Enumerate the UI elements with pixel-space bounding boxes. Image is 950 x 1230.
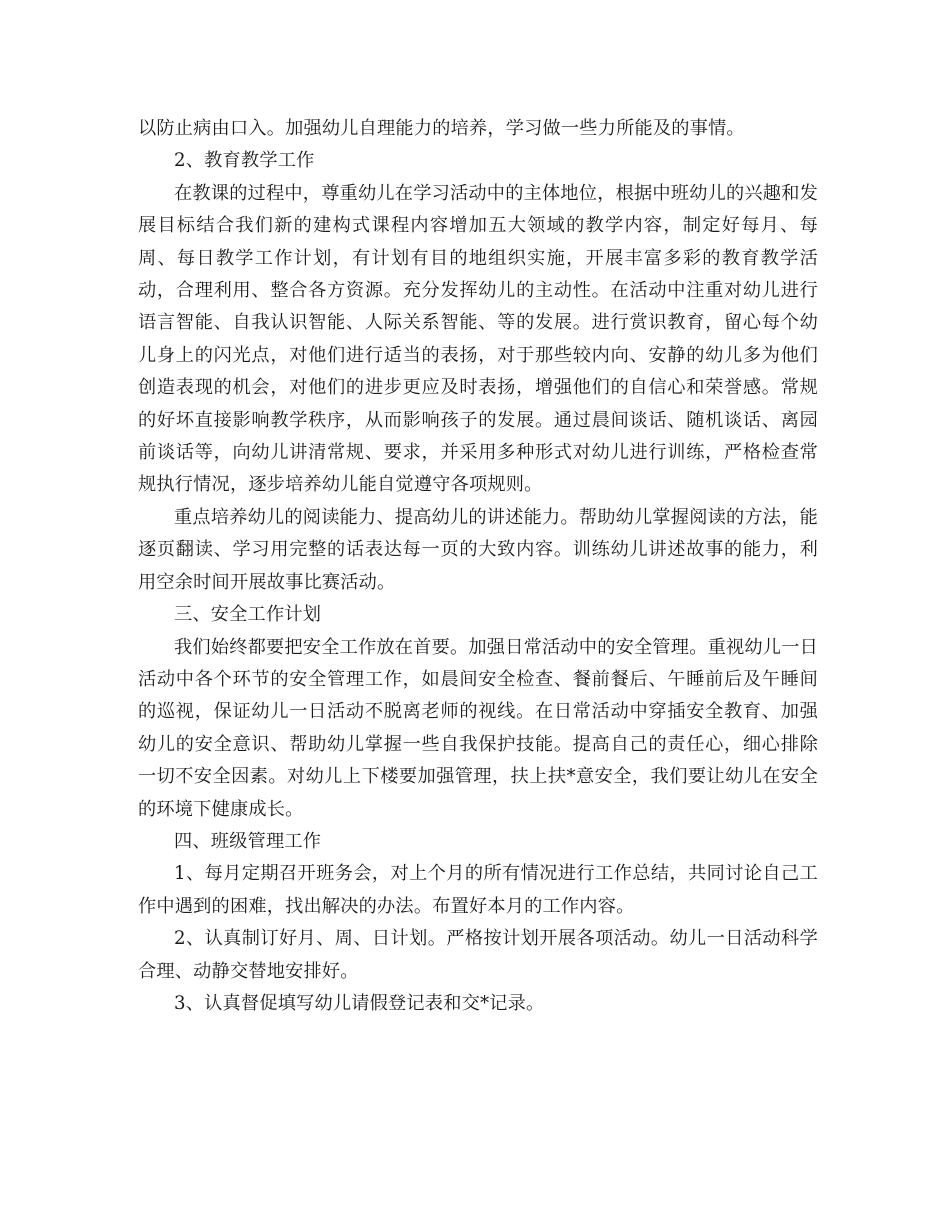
document-page	[138, 113, 818, 1020]
heading-safety-plan: 三、安全工作计划	[174, 604, 322, 626]
list-item-management-1: 1、每月定期召开班务会，对上个月的所有情况进行工作总结，共同讨论自己工作中遇到的困难，找出解决的办法。布置好本月的工作内容。	[138, 863, 818, 917]
list-item-management-2: 2、认真制订好月、周、日计划。严格按计划开展各项活动。幼儿一日活动科学合理、动静交替地安排好。	[138, 928, 818, 982]
list-item-management-3: 3、认真督促填写幼儿请假登记表和交*记录。	[174, 992, 545, 1014]
paragraph-reading: 重点培养幼儿的阅读能力、提高幼儿的讲述能力。帮助幼儿掌握阅读的方法，能逐页翻读、学习用完整的话表达每一页的大致内容。训练幼儿讲述故事的能力，利用空余时间开展故事比赛活动。	[138, 506, 818, 593]
paragraph-safety: 我们始终都要把安全工作放在首要。加强日常活动中的安全管理。重视幼儿一日活动中各个环节的安全管理工作，如晨间安全检查、餐前餐后、午睡前后及午睡间的巡视，保证幼儿一日活动不脱离老师的视线。在日常活动中穿插安全教育、加强幼儿的安全意识、帮助幼儿掌握一些自我保护技能。提高自己的责任心，细心排除一切不安全因素。对幼儿上下楼要加强管理，扶上扶*意安全，我们要让幼儿在安全的环境下健康成长。	[138, 636, 818, 820]
paragraph-continuation: 以防止病由口入。加强幼儿自理能力的培养，学习做一些力所能及的事情。	[138, 118, 745, 139]
heading-teaching-work: 2、教育教学工作	[174, 150, 315, 172]
paragraph-teaching: 在教课的过程中，尊重幼儿在学习活动中的主体地位，根据中班幼儿的兴趣和发展目标结合我们新的建构式课程内容增加五大领域的教学内容，制定好每月、每周、每日教学工作计划，有计划有目的地组织实施，开展丰富多彩的教育教学活动，合理利用、整合各方资源。充分发挥幼儿的主动性。在活动中注重对幼儿进行语言智能、自我认识智能、人际关系智能、等的发展。进行赏识教育，留心每个幼儿身上的闪光点，对他们进行适当的表扬，对于那些较内向、安静的幼儿多为他们创造表现的机会，对他们的进步更应及时表扬，增强他们的自信心和荣誉感。常规的好坏直接影响教学秩序，从而影响孩子的发展。通过晨间谈话、随机谈话、离园前谈话等，向幼儿讲清常规、要求，并采用多种形式对幼儿进行训练，严格检查常规执行情况，逐步培养幼儿能自觉遵守各项规则。	[138, 182, 818, 496]
heading-class-management: 四、班级管理工作	[174, 830, 322, 852]
